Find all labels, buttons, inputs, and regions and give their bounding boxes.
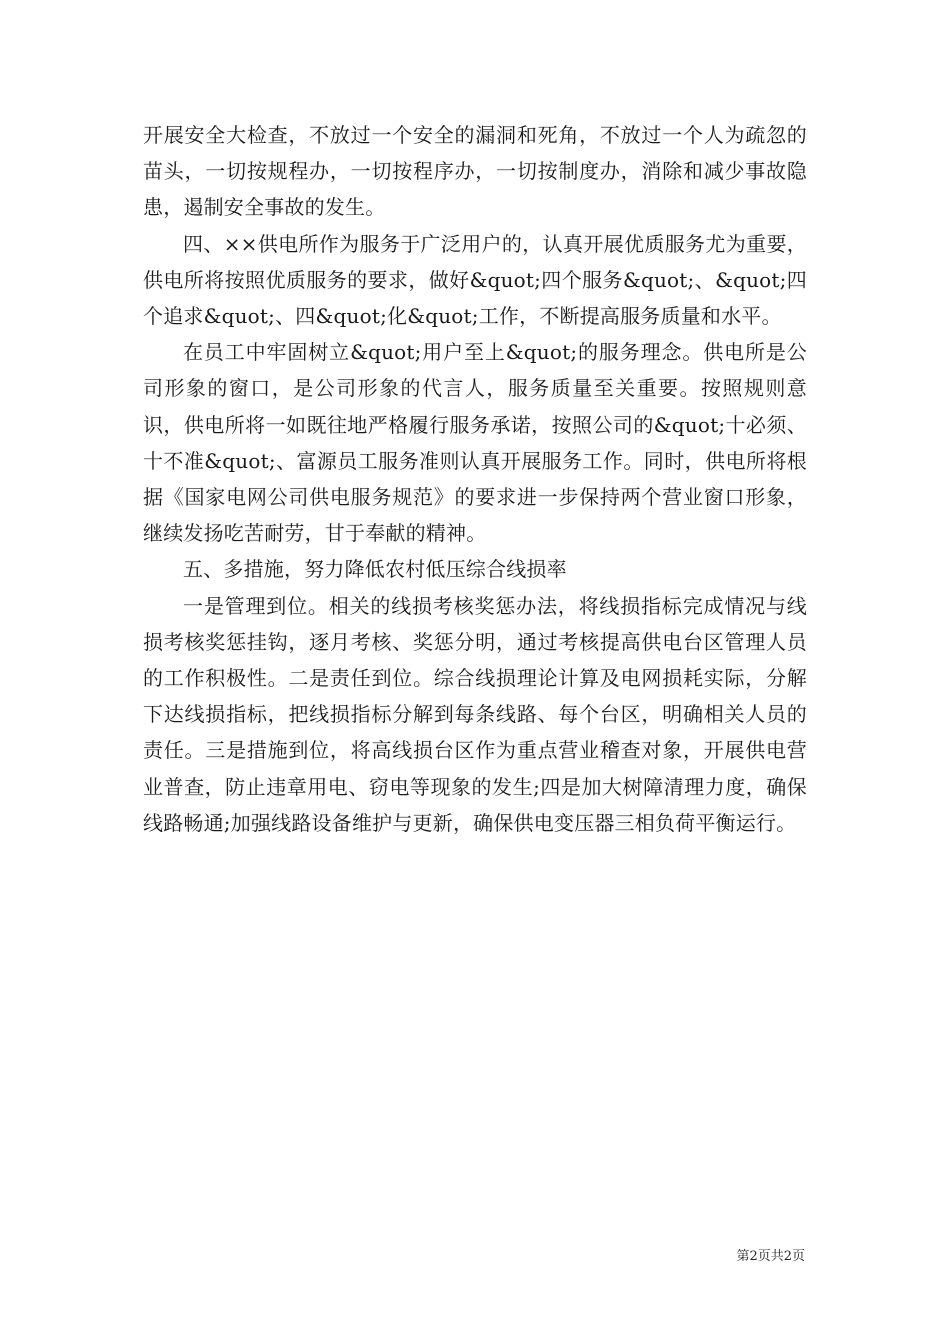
paragraph-safety-inspection: 开展安全大检查，不放过一个安全的漏洞和死角，不放过一个人为疏忽的苗头，一切按规程办，一切按程序办，一切按制度办，消除和减少事故隐患，遏制安全事故的发生。 — [143, 123, 807, 220]
paragraph-service-concept: 在员工中牢固树立&quot;用户至上&quot;的服务理念。供电所是公司形象的窗口，是公司形象的代言人，服务质量至关重要。按照规则意识，供电所将一如既往地严格履行服务承诺，按照公司的&quot;十必须、十不准&quot;、富源员工服务准则认真开展服务工作。同时，供电所将根据《国家电网公司供电服务规范》的要求进一步保持两个营业窗口形象，继续发扬吃苦耐劳，甘于奉献的精神。 — [143, 340, 807, 546]
paragraph-line-loss-measures: 一是管理到位。相关的线损考核奖惩办法，将线损指标完成情况与线损考核奖惩挂钩，逐月考核、奖惩分明，通过考核提高供电台区管理人员的工作积极性。二是责任到位。综合线损理论计算及电网损耗实际，分解下达线损指标，把线损指标分解到每条线路、每个台区，明确相关人员的责任。三是措施到位，将高线损台区作为重点营业稽查对象，开展供电营业普查，防止违章用电、窃电等现象的发生;四是加大树障清理力度，确保线路畅通;加强线路设备维护与更新，确保供电变压器三相负荷平衡运行。 — [143, 593, 807, 835]
paragraph-quality-service: 四、××供电所作为服务于广泛用户的，认真开展优质服务尤为重要，供电所将按照优质服务的要求，做好&quot;四个服务&quot;、&quot;四个追求&quot;、四&quot;化&quot;工作，不断提高服务质量和水平。 — [143, 231, 807, 329]
document-body — [143, 117, 807, 841]
section-heading-line-loss: 五、多措施，努力降低农村低压综合线损率 — [183, 557, 567, 582]
page-number: 第2页共2页 — [736, 1249, 805, 1264]
